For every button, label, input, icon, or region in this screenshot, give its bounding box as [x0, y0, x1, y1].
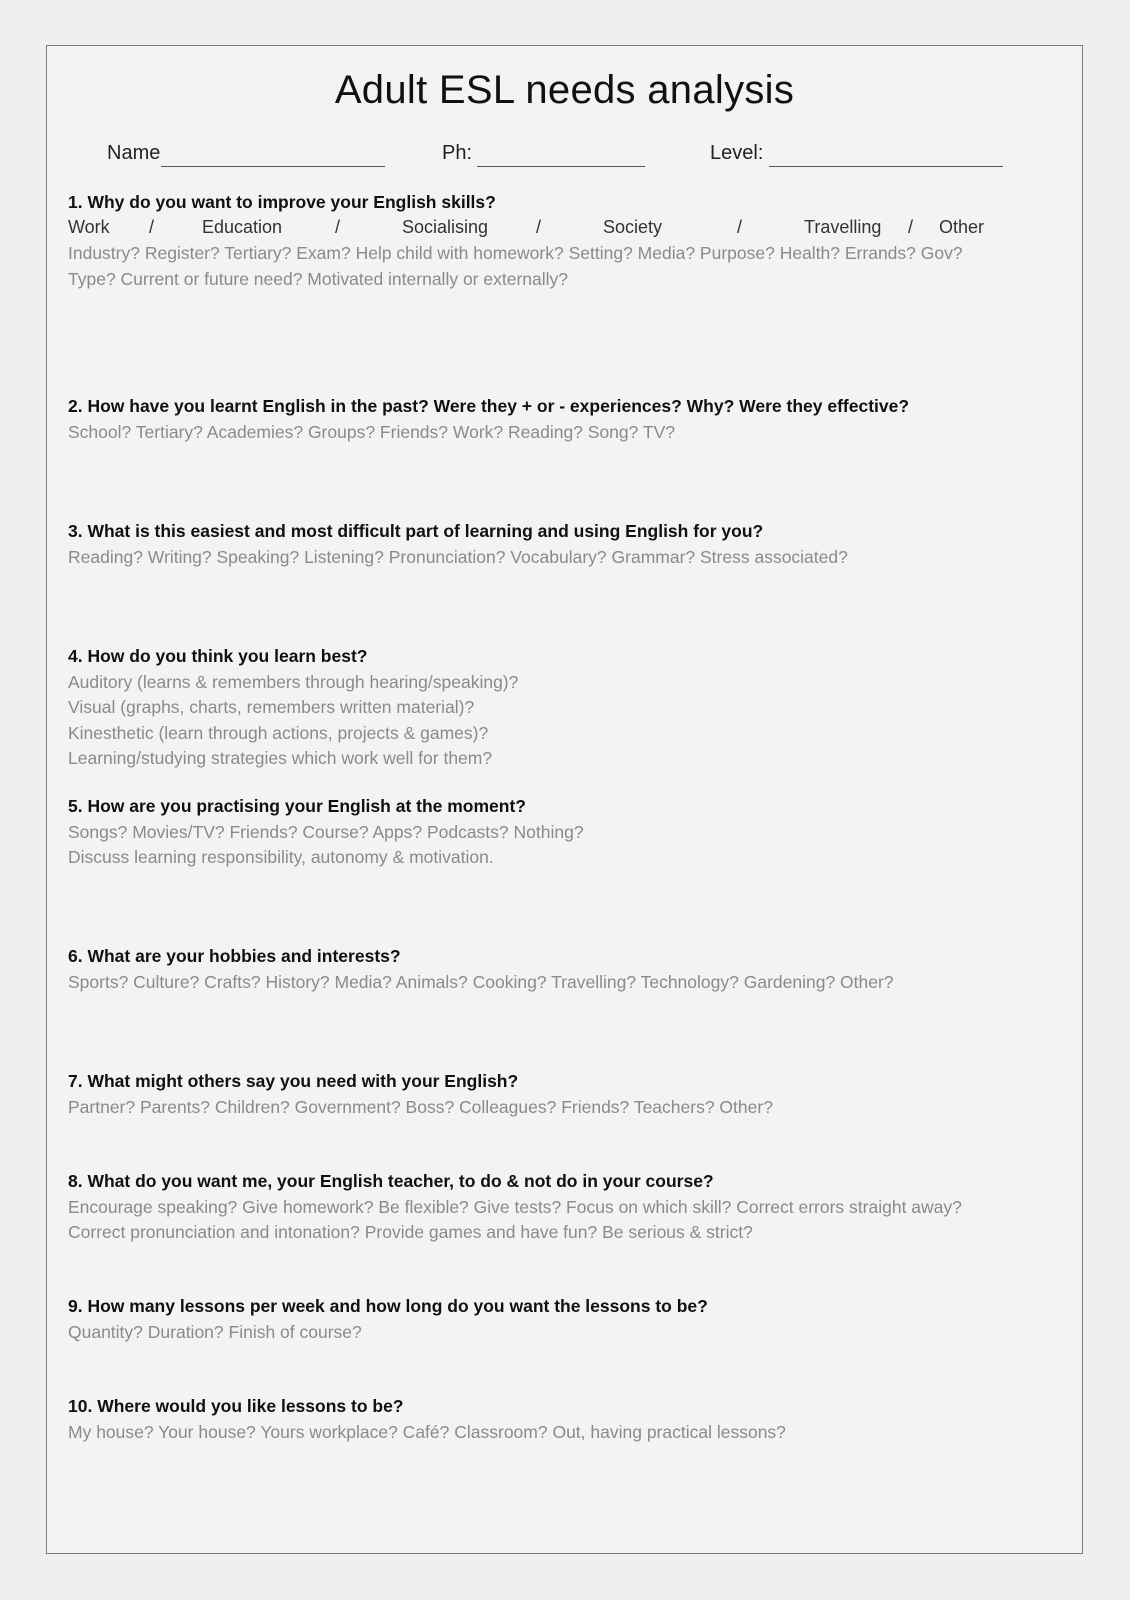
- option-separator: /: [737, 217, 743, 237]
- question-8: [68, 1169, 1058, 1246]
- hint-line: My house? Your house? Yours workplace? Café? Classroom? Out, having practical lessons?: [68, 1421, 786, 1442]
- question-10-title: 10. Where would you like lessons to be?: [68, 1396, 404, 1416]
- hint-line: Visual (graphs, charts, remembers written material)?: [68, 697, 475, 717]
- page-title: Adult ESL needs analysis: [334, 68, 795, 112]
- hint-line: Partner? Parents? Children? Government? Boss? Colleagues? Friends? Teachers? Other?: [68, 1096, 773, 1117]
- question-9-title: 9. How many lessons per week and how long do you want the lessons to be?: [68, 1296, 708, 1316]
- option-work[interactable]: Work: [68, 217, 110, 237]
- question-7-title: 7. What might others say you need with your English?: [68, 1071, 519, 1091]
- option-travelling[interactable]: Travelling: [804, 217, 882, 237]
- hint-line: Auditory (learns & remembers through hearing/speaking)?: [68, 671, 519, 692]
- question-2-title: 2. How have you learnt English in the past? Were they + or - experiences? Why? Were they effective?: [68, 396, 910, 416]
- question-6-title: 6. What are your hobbies and interests?: [68, 946, 401, 966]
- question-4-title: 4. How do you think you learn best?: [68, 646, 368, 666]
- option-other[interactable]: Other: [939, 217, 985, 237]
- name-field[interactable]: [161, 166, 385, 167]
- question-4: [68, 644, 1058, 772]
- hint-line: Songs? Movies/TV? Friends? Course? Apps? Podcasts? Nothing?: [68, 821, 584, 842]
- hint-line: Quantity? Duration? Finish of course?: [68, 1321, 362, 1342]
- question-3: [68, 519, 1058, 570]
- question-10: [68, 1394, 1058, 1445]
- question-7: [68, 1069, 1058, 1120]
- option-separator: /: [149, 217, 155, 237]
- hint-line: Encourage speaking? Give homework? Be flexible? Give tests? Focus on which skill? Correct errors straight away?: [68, 1196, 962, 1217]
- hint-line: Kinesthetic (learn through actions, projects & games)?: [68, 722, 489, 743]
- question-8-title: 8. What do you want me, your English teacher, to do & not do in your course?: [68, 1171, 714, 1191]
- hint-line: Industry? Register? Tertiary? Exam? Help child with homework? Setting? Media? Purpose? Health? Errands? Gov?: [68, 243, 963, 263]
- question-3-title: 3. What is this easiest and most difficult part of learning and using English for you?: [68, 521, 764, 541]
- phone-field[interactable]: [477, 166, 645, 167]
- option-separator: /: [335, 217, 341, 237]
- hint-line: Learning/studying strategies which work well for them?: [68, 748, 493, 768]
- hint-line: Reading? Writing? Speaking? Listening? Pronunciation? Vocabulary? Grammar? Stress associated?: [68, 546, 848, 567]
- option-socialising[interactable]: Socialising: [402, 217, 489, 237]
- option-separator: /: [908, 217, 914, 237]
- option-education[interactable]: Education: [202, 217, 283, 237]
- worksheet-page: [46, 45, 1083, 1554]
- question-1-hints: [68, 241, 1058, 292]
- hint-line: Discuss learning responsibility, autonomy & motivation.: [68, 847, 494, 867]
- question-2: [68, 394, 1058, 445]
- option-society[interactable]: Society: [603, 217, 663, 237]
- option-separator: /: [536, 217, 542, 237]
- name-label: Name: [107, 142, 161, 164]
- question-1-title: 1. Why do you want to improve your English skills?: [68, 192, 496, 212]
- question-5-title: 5. How are you practising your English at the moment?: [68, 796, 526, 816]
- hint-line: Correct pronunciation and intonation? Provide games and have fun? Be serious & strict?: [68, 1222, 753, 1242]
- question-6: [68, 944, 1058, 995]
- hint-line: Sports? Culture? Crafts? History? Media? Animals? Cooking? Travelling? Technology? Gardening? Other?: [68, 971, 894, 992]
- hint-line: Type? Current or future need? Motivated internally or externally?: [68, 268, 568, 289]
- question-5: [68, 794, 1058, 871]
- question-9: [68, 1294, 1058, 1345]
- level-label: Level:: [710, 142, 764, 164]
- question-1: [68, 190, 1058, 216]
- level-field[interactable]: [769, 166, 1003, 167]
- hint-line: School? Tertiary? Academies? Groups? Friends? Work? Reading? Song? TV?: [68, 421, 676, 442]
- phone-label: Ph:: [442, 142, 473, 164]
